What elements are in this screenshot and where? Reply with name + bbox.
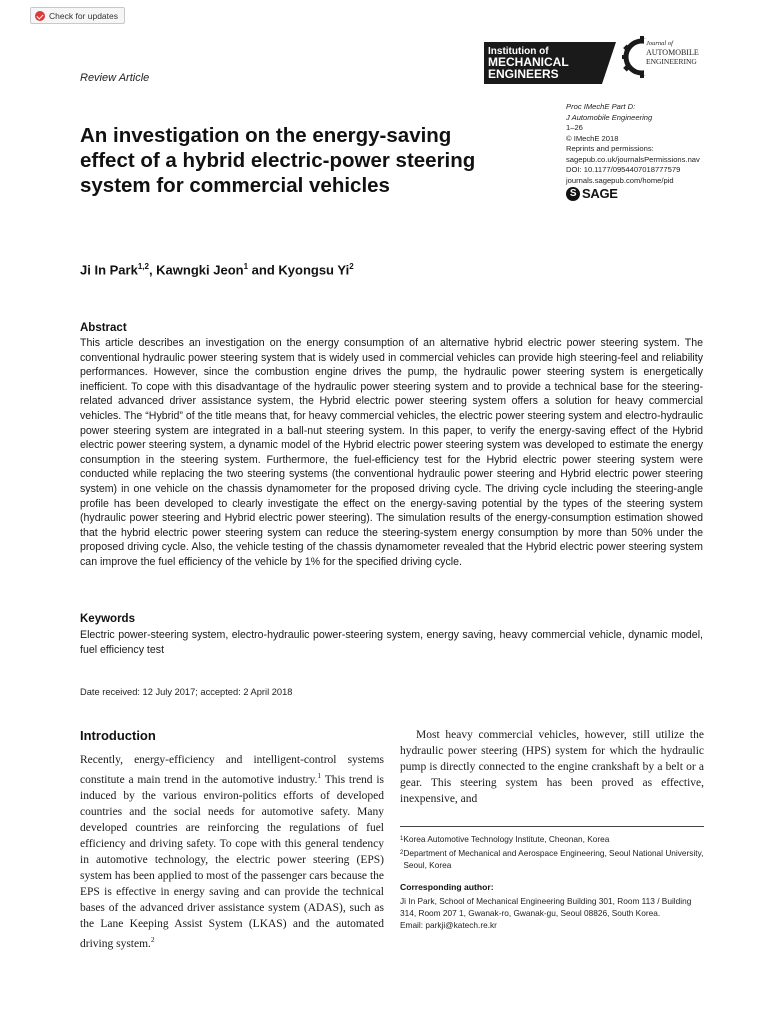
sage-icon: S: [566, 187, 580, 201]
author-separator: and: [248, 262, 279, 278]
journal-subtitle: J Automobile Engineering: [566, 112, 653, 122]
check-icon: [35, 11, 45, 21]
journal-url[interactable]: journals.sagepub.com/home/pid: [566, 175, 674, 185]
permissions-link[interactable]: sagepub.co.uk/journalsPermissions.nav: [566, 154, 700, 164]
author-name: Kyongsu Yi: [278, 262, 350, 278]
copyright: © IMechE 2018: [566, 133, 619, 143]
author-name: Ji In Park: [80, 262, 138, 278]
article-type-label: Review Article: [80, 72, 150, 84]
author-name: Kawngki Jeon: [156, 262, 244, 278]
corresponding-email[interactable]: Email: parkji@katech.re.kr: [400, 920, 497, 930]
citation-ref[interactable]: 1: [317, 771, 322, 780]
doi[interactable]: DOI: 10.1177/0954407018777579: [566, 165, 681, 174]
author-affiliation: 1: [243, 262, 249, 271]
publisher-logo: [484, 42, 616, 84]
citation-ref[interactable]: 2: [150, 934, 155, 944]
check-for-updates-button[interactable]: [30, 7, 125, 24]
sage-logo: [566, 186, 618, 201]
publisher-logo-line1: Institution of: [488, 46, 549, 57]
intro-text: This trend is induced by the various environ-politics efforts of developed countries and the social needs for automotive safety. Many developed countries are reinforcing the regulations of fuel efficiency and driving safety. To cope with this general tendency in automotive technology, the electric power steering (EPS) system has been applied to most of the passenger cars because the EPS is effective in energy saving and can provide the technical bases of the advanced driver assistance system (ADAS), such as the Lane Keeping Assist System (LKAS) and the automated driving system.: [80, 773, 384, 950]
check-updates-label: Check for updates: [49, 10, 118, 21]
reprints-label: Reprints and permissions:: [566, 144, 654, 153]
author-affiliation: 2: [349, 262, 354, 271]
footnote-divider: [400, 826, 704, 827]
introduction-column-2: Most heavy commercial vehicles, however, still utilize the hydraulic power steering (HPS) system for which the hydraulic pump is directly connected to the engine crankshaft by a belt or a gear. This steering system has been proved as effective, inexpensive, and: [400, 729, 704, 805]
received-accepted-dates: Date received: 12 July 2017; accepted: 2 April 2018: [80, 687, 293, 697]
affiliation-number: 1: [400, 836, 404, 842]
abstract-text: This article describes an investigation on the energy consumption of an alternative hybrid electric power steering system. The conventional hydraulic power steering system that is widely used in commercial vehicles can provide high steering-feel and reliability performances. However, since the combustion engine drives the pump, the hydraulic power steering system is energetically inefficient. To cope with this disadvantage of the hydraulic power steering system and to provide a technical base for the steering-related advanced driver assistance system, the Hybrid electric power steering system offers a solution for heavy commercial vehicles. The “Hybrid” of the title means that, for heavy commercial vehicles, the electric power steering system and electro-hydraulic power steering system are integrated in a ball-nut steering system. In this paper, to verify the energy-saving effect of the Hybrid electric power steering system, a dynamic model of the Hybrid electric power steering system was developed to estimate the energy consumption in the steering system. Furthermore, the fuel-efficiency test for the Hybrid electric power steering system were conducted while replacing the two steering systems (the conventional hydraulic power steering and Hybrid electric power steering system) in one vehicle on the chassis dynamometer for the proposed driving cycle. The driving cycle including the steering-angle profile has been developed to clearly investigate the effect on the energy-saving potential by the types of the steering system (hydraulic power steering and Hybrid electric power steering). The simulation results of the energy-consumption estimation showed that the hybrid electric power steering system can reduce the steering-system energy consumption by more than 50% under the proposed driving cycle. Also, the vehicle testing of the chassis dynamometer revealed that the Hybrid electric power steering system can improve the fuel efficiency of the vehicle by 1% for the specified driving cycle.: [80, 337, 703, 568]
article-title: An investigation on the energy-saving effect of a hybrid electric-power steering system for commercial vehicles: [80, 124, 476, 197]
journal-logo-line1: Journal of: [646, 40, 673, 47]
journal-logo: [622, 33, 712, 83]
publisher-logo-line2: MECHANICAL: [488, 55, 569, 69]
affiliations: [400, 834, 704, 871]
journal-meta: [566, 102, 756, 186]
author-list: [80, 262, 354, 277]
affiliation-text: Korea Automotive Technology Institute, Cheonan, Korea: [403, 834, 610, 844]
sage-logo-text: SAGE: [582, 186, 618, 201]
intro-text: Recently, energy-efficiency and intelligent-control systems constitute a main trend in the automotive industry.: [80, 754, 384, 786]
keywords-heading: Keywords: [80, 613, 135, 625]
journal-logo-line2: AUTOMOBILE: [646, 48, 699, 57]
keywords-text: Electric power-steering system, electro-hydraulic power-steering system, energy saving, heavy commercial vehicle, dynamic model, fuel efficiency test: [80, 629, 703, 656]
affiliation-item: [400, 834, 704, 847]
affiliation-number: 2: [400, 850, 404, 857]
author-separator: ,: [148, 262, 157, 278]
affiliation-item: [400, 848, 704, 871]
introduction-heading: Introduction: [80, 728, 156, 743]
publisher-logo-line3: ENGINEERS: [488, 67, 559, 81]
journal-logo-line3: ENGINEERING: [646, 57, 697, 66]
journal-name: Proc IMechE Part D:: [566, 102, 636, 111]
author-affiliation: 1,2: [137, 262, 149, 271]
affiliation-text: Department of Mechanical and Aerospace Engineering, Seoul National University, Seoul, Korea: [403, 848, 704, 870]
corresponding-author-heading: Corresponding author:: [400, 882, 494, 892]
abstract-heading: Abstract: [80, 322, 127, 334]
introduction-column-1: [80, 752, 384, 952]
corresponding-address: Ji In Park, School of Mechanical Engineering Building 301, Room 113 / Building 314, Room 207 1, Gwanak-ro, Gwanak-gu, Seoul 08826, South Korea.: [400, 896, 692, 918]
page-range: 1–26: [566, 123, 583, 132]
corresponding-author-details: [400, 895, 704, 931]
